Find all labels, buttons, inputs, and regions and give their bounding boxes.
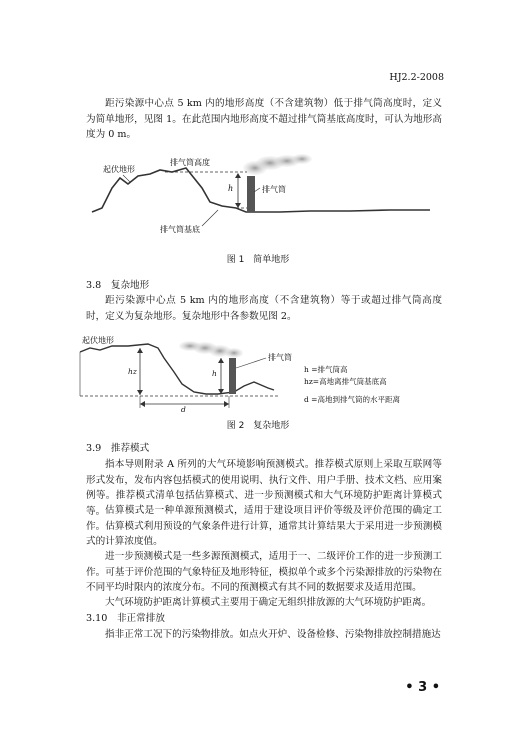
section-3-9-p2: 估算模式是一种单源预测模式，适用于建设项目评价等级及评价范围的确定工作。估算模式利用预设的气象条件进行计算，通常其计算结果大于采用进一步预测模式的计算浓度值。 <box>86 505 442 547</box>
fig1-base-label: 排气筒基底 <box>160 225 200 234</box>
terrain-profile <box>92 168 430 212</box>
terrain-profile <box>80 344 274 394</box>
fig2-hz-label: hz <box>128 367 137 376</box>
fig2-legend-h: h =排气筒高 <box>304 365 348 374</box>
fig1-h-label: h <box>228 184 234 193</box>
fig1-stack-label: 排气筒 <box>262 185 286 194</box>
standard-code-header: HJ2.2-2008 <box>389 72 444 83</box>
para-simple-terrain: 距污染源中心点 5 km 内的地形高度（不含建筑物）低于排气筒高度时，定义为简单地形，见图 1。在此范围内地形高度不超过排气筒基底高度时，可认为地形高度为 0 m。 <box>86 98 442 140</box>
section-3-10-heading: 3.10 非正常排放 <box>86 613 165 624</box>
section-3-10-p1: 指非正常工况下的污染物排放。如点火开炉、设备检修、污染物排放控制措施达 <box>105 629 441 640</box>
section-3-9-p4: 大气环境防护距离计算模式主要用于确定无组织排放源的大气环境防护距离。 <box>105 597 432 608</box>
fig2-caption: 图 2 复杂地形 <box>226 421 290 431</box>
smoke-plume <box>179 341 243 358</box>
smoke-plume <box>243 154 312 175</box>
fig2-d-label: d <box>181 405 186 414</box>
fig2-h-label: h <box>212 369 217 378</box>
fig2-rolling-label: 起伏地形 <box>82 336 114 345</box>
section-3-9-heading: 3.9 推荐模式 <box>86 443 150 454</box>
stack-shape <box>247 176 255 212</box>
figure-simple-terrain <box>90 148 440 243</box>
fig2-stack-label: 排气筒 <box>268 353 292 362</box>
fig1-stack-height-label: 排气筒高度 <box>170 158 210 167</box>
fig1-rolling-label: 起伏地形 <box>103 165 135 174</box>
section-3-9-p3: 进一步预测模式是一些多源预测模式，适用于一、二级评价工作的进一步预测工作。可基于评价范围的气象特征及地形特征，模拟单个或多个污染源排放的污染物在不同平均时限内的浓度分布。不同的预测模式有其不同的数据要求及适用范围。 <box>86 551 442 593</box>
stack-shape <box>229 358 236 394</box>
fig2-legend-d: d =高地到排气筒的水平距离 <box>304 395 400 404</box>
fig2-legend-hz: hz=高地离排气筒基底高 <box>304 377 387 386</box>
fig1-caption: 图 1 简单地形 <box>226 255 290 265</box>
figure-complex-terrain <box>78 334 442 414</box>
section-3-8-para: 距污染源中心点 5 km 内的地形高度（不含建筑物）等于或超过排气筒高度时，定义为复杂地形。复杂地形中各参数见图 2。 <box>86 295 442 322</box>
section-3-8-heading: 3.8 复杂地形 <box>86 280 150 291</box>
section-3-9-p1: 指本导则附录 A 所列的大气环境影响预测模式。推荐模式原则上采取互联网等形式发布，发布内容包括模式的使用说明、执行文件、用户手册、技术文档、应用案例等。推荐模式清单包括估算模式、进一步预测模式和大气环境防护距离计算模式等。 <box>86 459 442 517</box>
page-number: • 3 • <box>405 680 440 695</box>
